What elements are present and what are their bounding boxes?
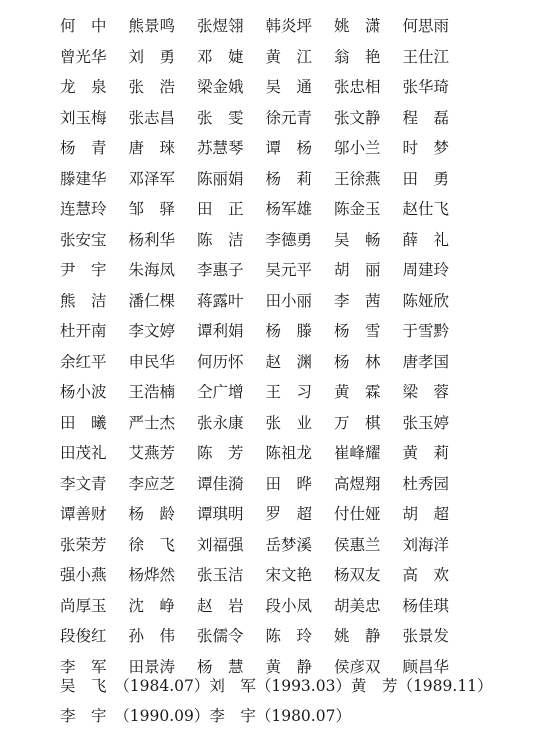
name-row [60,132,490,163]
name-entry: 陈金玉 [334,200,381,219]
name-entry: 陈 洁 [197,230,244,249]
name-entry: 张 浩 [128,78,176,97]
name-entry: 时 梦 [402,139,450,158]
name-entry: 谭琪明 [197,505,244,524]
name-entry: 陈祖龙 [265,444,313,463]
name-entry: 李文婷 [128,322,176,341]
name-entry: 熊 洁 [60,291,107,310]
name-entry: 姚 静 [334,627,381,646]
name-entry: 潘仁棵 [128,291,176,310]
name-entry: 姚 潇 [334,17,381,36]
name-grid [60,10,490,681]
name-entry: 杨小波 [60,383,107,402]
name-entry: 杨 青 [60,139,107,158]
name-entry: 于雪黔 [402,322,450,341]
name-entry: 张玉洁 [197,566,244,585]
name-entry: 崔峰耀 [334,444,381,463]
name-entry: 程 磊 [402,108,450,127]
name-entry: 何思雨 [402,17,450,36]
name-row [60,71,490,102]
name-row [60,163,490,194]
name-entry: 何 中 [60,17,107,36]
name-entry: 张 雯 [197,108,244,127]
name-entry: 周建玲 [402,261,450,280]
name-entry: 田茂礼 [60,444,107,463]
name-entry: 杨 龄 [128,505,176,524]
name-entry: 黄 江 [265,47,313,66]
name-entry: 宋文艳 [265,566,313,585]
name-row [60,559,490,590]
name-entry: 严士杰 [128,413,176,432]
name-entry: 刘福强 [197,535,244,554]
name-entry: 唐孝国 [402,352,450,371]
name-entry: 顾昌华 [402,657,450,676]
name-entry: 薛 礼 [402,230,450,249]
name-entry: 张华琦 [402,78,450,97]
name-entry: 张景发 [402,627,450,646]
name-entry: 王徐燕 [334,169,381,188]
name-entry: 张忠相 [334,78,381,97]
name-row [60,620,490,651]
name-entry: 田 曦 [60,413,107,432]
name-row [60,529,490,560]
name-entry: 强小燕 [60,566,107,585]
name-entry: 李 军 [60,657,107,676]
name-entry: 仝广增 [197,383,244,402]
name-entry: 李文青 [60,474,107,493]
name-entry: 付仕娅 [334,505,381,524]
name-entry: 邹 驿 [128,200,176,219]
name-entry: 梁 蓉 [402,383,450,402]
name-row [60,376,490,407]
name-entry: 邓泽军 [128,169,176,188]
name-entry: 岳梦溪 [265,535,313,554]
name-entry: 杨 林 [334,352,381,371]
name-entry: 田 勇 [402,169,450,188]
name-row [60,10,490,41]
name-entry: 侯彦双 [334,657,381,676]
tail-line-2: 李 宇 （1990.09）李 宇（1980.07） [60,707,351,725]
name-entry: 陈 芳 [197,444,244,463]
name-entry: 谭佳漪 [197,474,244,493]
name-entry: 朱海凤 [128,261,176,280]
name-entry: 韩炎坪 [265,17,313,36]
name-entry: 侯惠兰 [334,535,381,554]
name-entry: 邓 婕 [197,47,244,66]
name-entry: 孙 伟 [128,627,176,646]
name-entry: 杨 慧 [197,657,244,676]
name-row [60,346,490,377]
name-entry: 申民华 [128,352,176,371]
name-entry: 刘海洋 [402,535,450,554]
name-entry: 刘 勇 [128,47,176,66]
name-entry: 吴 畅 [334,230,381,249]
name-entry: 杨双友 [334,566,381,585]
name-entry: 邬小兰 [334,139,381,158]
name-entry: 吴 通 [265,78,313,97]
name-entry: 徐元青 [265,108,313,127]
name-entry: 陈丽娟 [197,169,244,188]
name-entry: 杨 雪 [334,322,381,341]
name-row [60,102,490,133]
name-entry: 杜秀园 [402,474,450,493]
name-entry: 王仕江 [402,47,450,66]
name-entry: 曾光华 [60,47,107,66]
name-entry: 龙 泉 [60,78,107,97]
name-entry: 谭善财 [60,505,107,524]
name-entry: 王浩楠 [128,383,176,402]
name-entry: 杨利华 [128,230,176,249]
name-entry: 胡美忠 [334,596,381,615]
tail-line-1: 吴 飞 （1984.07）刘 军（1993.03）黄 芳（1989.11） [60,677,493,695]
name-entry: 万 棋 [334,413,381,432]
name-entry: 田小丽 [265,291,313,310]
name-entry: 唐 琜 [128,139,176,158]
name-entry: 张永康 [197,413,244,432]
name-entry: 张文静 [334,108,381,127]
name-entry: 张煜翎 [197,17,244,36]
name-entry: 张荣芳 [60,535,107,554]
name-entry: 沈 峥 [128,596,176,615]
name-entry: 杨军雄 [265,200,313,219]
name-entry: 刘玉梅 [60,108,107,127]
name-row [60,498,490,529]
name-entry: 杨烨然 [128,566,176,585]
name-entry: 杨佳琪 [402,596,450,615]
name-entry: 胡 丽 [334,261,381,280]
name-entry: 段小凤 [265,596,313,615]
name-entry: 李 茜 [334,291,381,310]
name-entry: 张志昌 [128,108,176,127]
name-entry: 尹 宇 [60,261,107,280]
name-entry: 赵 渊 [265,352,313,371]
name-row [60,437,490,468]
name-entry: 张安宝 [60,230,107,249]
name-entry: 艾燕芳 [128,444,176,463]
name-entry: 尚厚玉 [60,596,107,615]
name-row [60,41,490,72]
name-entry: 谭 杨 [265,139,313,158]
name-entry: 陈娅欣 [402,291,450,310]
name-entry: 黄 莉 [402,444,450,463]
name-entry: 赵 岩 [197,596,244,615]
name-row [60,254,490,285]
name-entry: 谭利娟 [197,322,244,341]
name-entry: 高煜翔 [334,474,381,493]
name-entry: 田 晔 [265,474,313,493]
name-row [60,224,490,255]
name-entry: 赵仕飞 [402,200,450,219]
name-entry: 张儒令 [197,627,244,646]
name-entry: 高 欢 [402,566,450,585]
name-entry: 何历怀 [197,352,244,371]
name-entry: 陈 玲 [265,627,313,646]
name-entry: 熊景鸣 [128,17,176,36]
name-row [60,193,490,224]
name-entry: 翁 艳 [334,47,381,66]
name-entry: 徐 飞 [128,535,176,554]
name-row [60,468,490,499]
name-row [60,315,490,346]
name-entry: 张玉婷 [402,413,450,432]
name-entry: 田 正 [197,200,244,219]
name-entry: 段俊红 [60,627,107,646]
name-row [60,407,490,438]
name-entry: 张 业 [265,413,313,432]
name-entry: 黄 静 [265,657,313,676]
name-entry: 梁金娥 [197,78,244,97]
name-entry: 吴元平 [265,261,313,280]
name-entry: 余红平 [60,352,107,371]
name-entry: 杨 滕 [265,322,313,341]
name-entry: 连慧玲 [60,200,107,219]
name-entry: 罗 超 [265,505,313,524]
name-entry: 蒋露叶 [197,291,244,310]
name-row [60,590,490,621]
name-entry: 李惠子 [197,261,244,280]
name-row [60,285,490,316]
name-entry: 田景涛 [128,657,176,676]
name-entry: 杨 莉 [265,169,313,188]
name-entry: 黄 霖 [334,383,381,402]
name-entry: 苏慧琴 [197,139,244,158]
name-entry: 胡 超 [402,505,450,524]
name-entry: 滕建华 [60,169,107,188]
name-entry: 李德勇 [265,230,313,249]
name-entry: 李应芝 [128,474,176,493]
name-entry: 王 习 [265,383,313,402]
name-entry: 杜开南 [60,322,107,341]
